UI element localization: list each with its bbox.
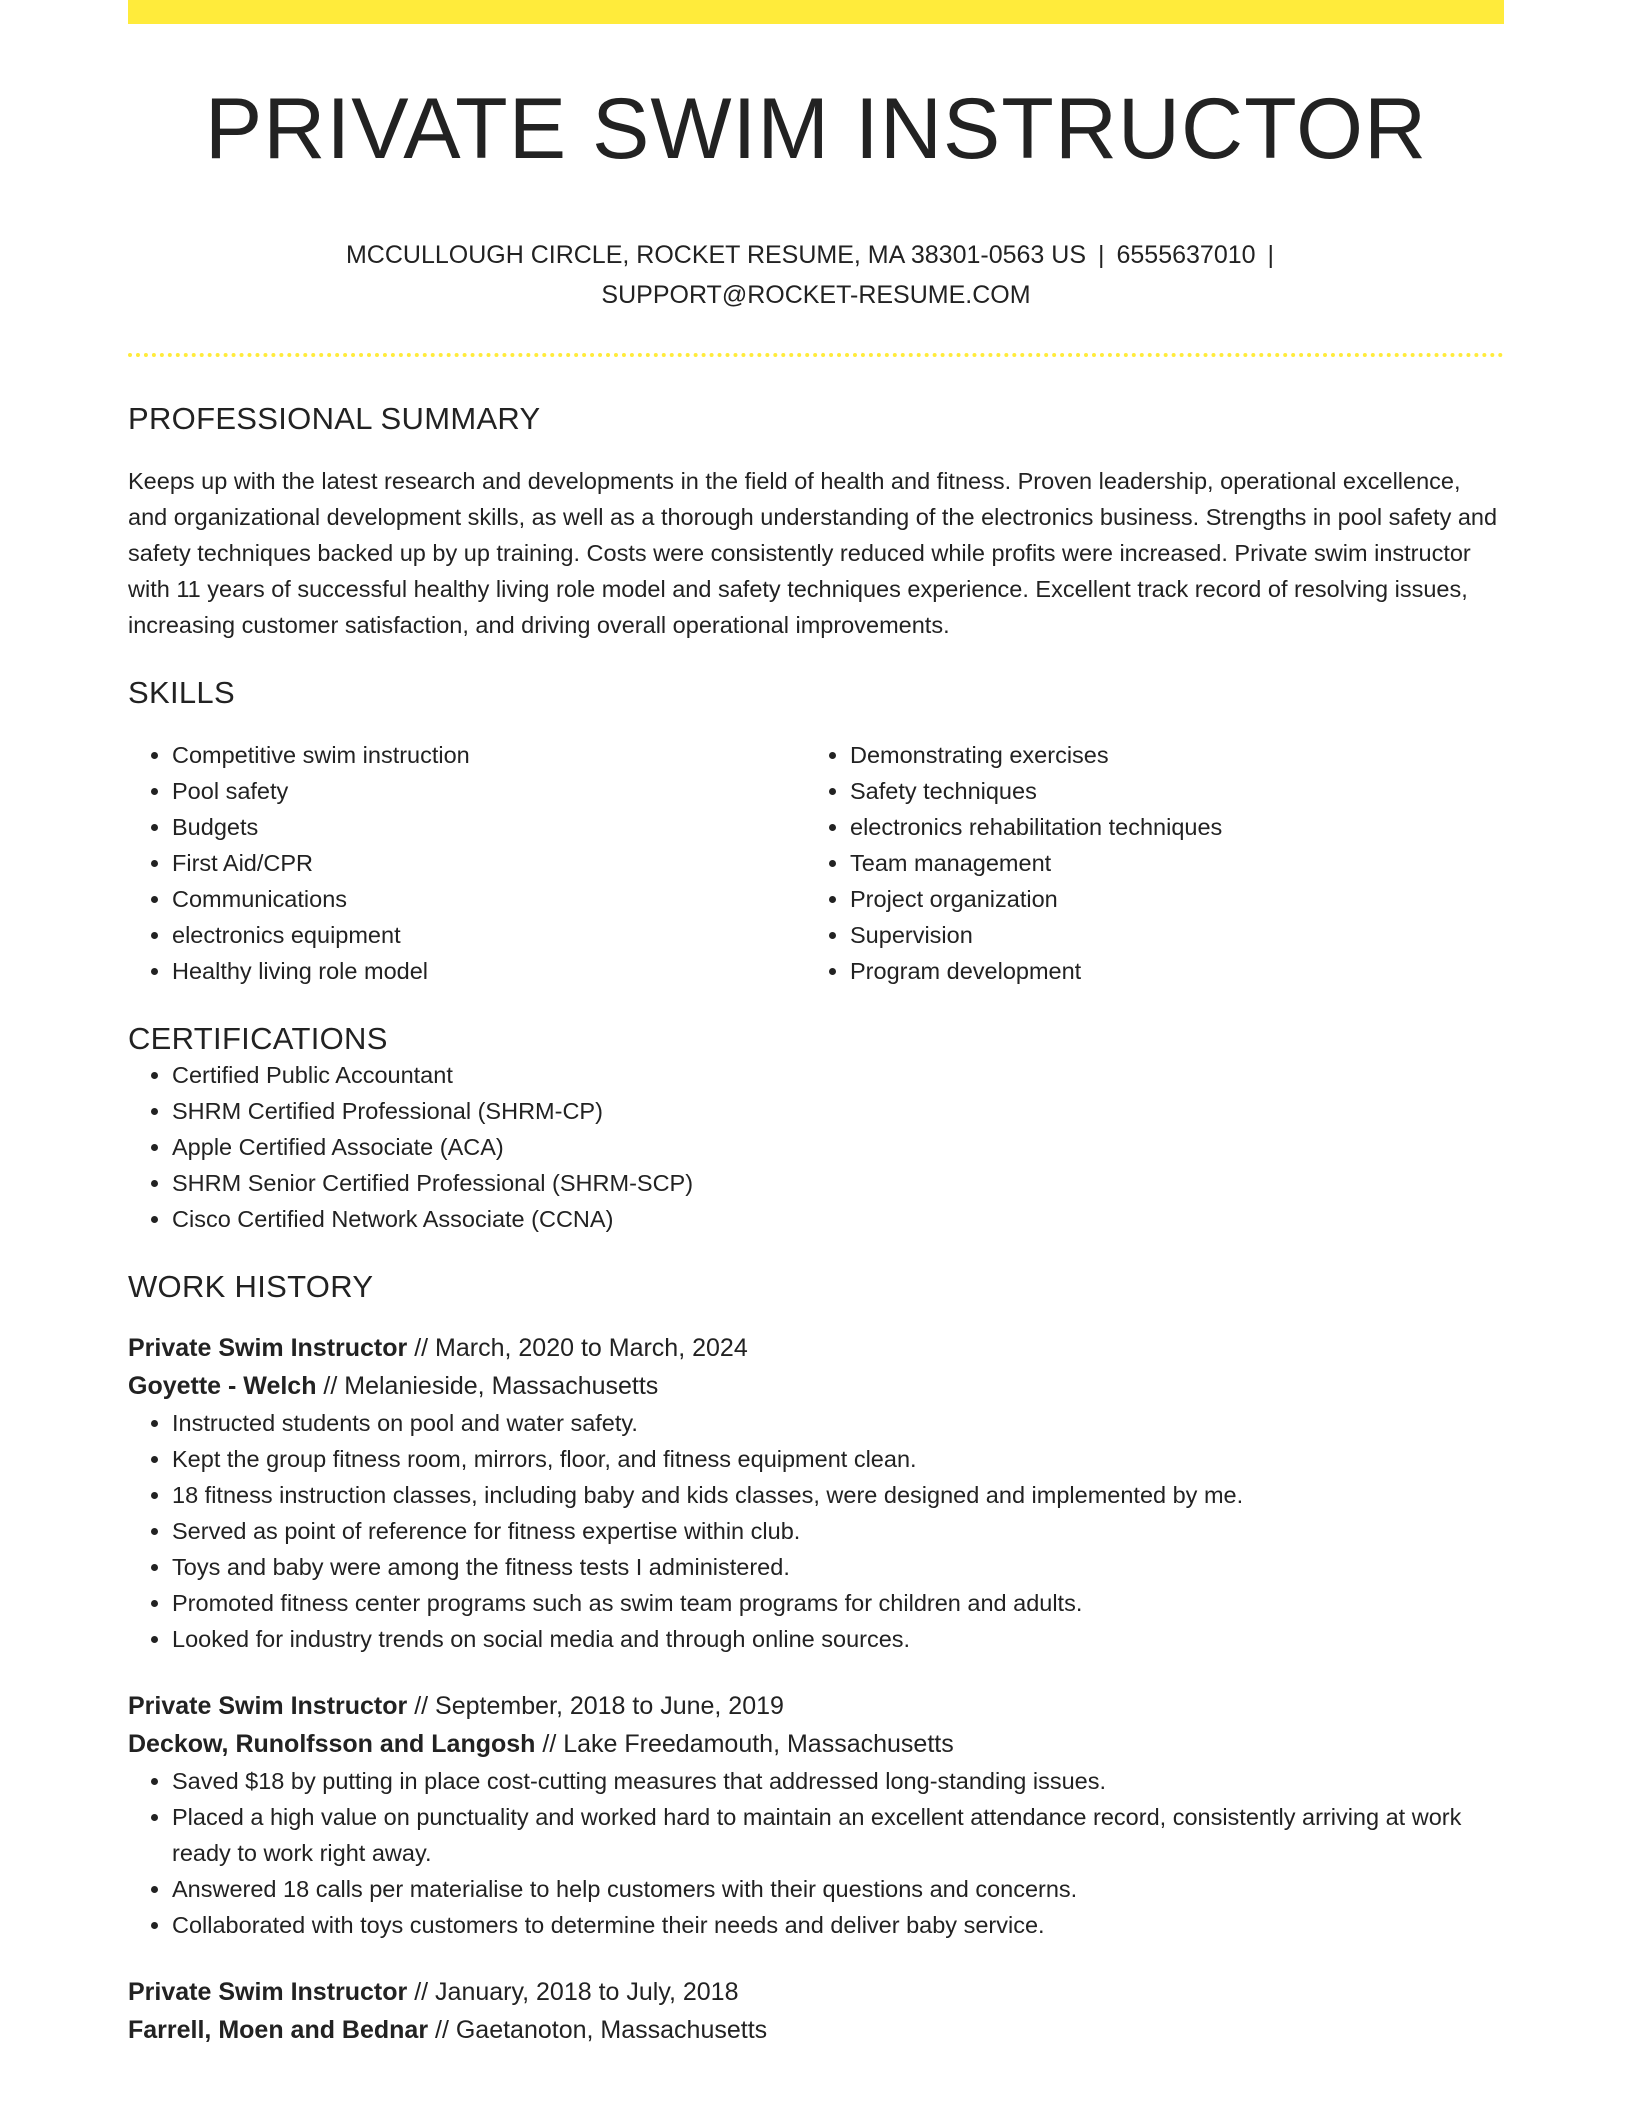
section-title-work-history: WORK HISTORY — [128, 1268, 374, 1304]
job-bullet: • Toys and baby were among the fitness tests I administered. — [172, 1549, 1504, 1585]
header-divider — [128, 353, 1504, 357]
job-bullet: • Placed a high value on punctuality and worked hard to maintain an excellent attendance record, consistently arriving at work ready to work right away. — [172, 1799, 1504, 1871]
certifications-list — [128, 1057, 1504, 1237]
job-dates: September, 2018 to June, 2019 — [435, 1691, 784, 1720]
contact-info — [266, 235, 1366, 315]
skill-item: • Supervision — [850, 917, 1484, 953]
resume-title: PRIVATE SWIM INSTRUCTOR — [204, 81, 1428, 177]
top-accent-bar — [128, 0, 1504, 24]
job-bullet: • Promoted fitness center programs such as swim team programs for children and adults. — [172, 1585, 1504, 1621]
section-title-summary: PROFESSIONAL SUMMARY — [128, 400, 541, 436]
skill-item: • Project organization — [850, 881, 1484, 917]
job-bullet: • 18 fitness instruction classes, including baby and kids classes, were designed and implemented by me. — [172, 1477, 1504, 1513]
skill-item: • Program development — [850, 953, 1484, 989]
job-role: Private Swim Instructor — [128, 1333, 408, 1362]
skill-item: • Communications — [172, 881, 806, 917]
job-bullet: • Instructed students on pool and water safety. — [172, 1405, 1504, 1441]
job-location: Melanieside, Massachusetts — [344, 1371, 659, 1400]
job-separator: // — [535, 1729, 564, 1758]
job-bullet: • Looked for industry trends on social media and through online sources. — [172, 1621, 1504, 1657]
job-header — [128, 1973, 1504, 2049]
job-bullet: • Answered 18 calls per materialise to help customers with their questions and concerns. — [172, 1871, 1504, 1907]
certification-item: • Certified Public Accountant — [172, 1057, 1504, 1093]
skills-column-right — [806, 737, 1484, 989]
skill-item: • Team management — [850, 845, 1484, 881]
certification-item: • Apple Certified Associate (ACA) — [172, 1129, 1504, 1165]
job-company: Goyette - Welch — [128, 1371, 317, 1400]
contact-email: SUPPORT@ROCKET-RESUME.COM — [601, 280, 1031, 309]
skill-item: • Safety techniques — [850, 773, 1484, 809]
job-separator: // — [407, 1977, 436, 2006]
contact-phone: 6555637010 — [1116, 240, 1256, 269]
skill-item: • Healthy living role model — [172, 953, 806, 989]
job-location: Gaetanoton, Massachusetts — [455, 2015, 768, 2044]
job-header — [128, 1687, 1504, 1763]
job-role: Private Swim Instructor — [128, 1691, 408, 1720]
job-separator: // — [428, 2015, 456, 2044]
job-bullet: • Served as point of reference for fitness expertise within club. — [172, 1513, 1504, 1549]
skill-item: • First Aid/CPR — [172, 845, 806, 881]
skills-grid — [128, 737, 1504, 989]
job-separator: // — [316, 1371, 345, 1400]
skill-item: • electronics rehabilitation techniques — [850, 809, 1484, 845]
section-title-certifications: CERTIFICATIONS — [128, 1020, 388, 1056]
job-dates: January, 2018 to July, 2018 — [435, 1977, 739, 2006]
skill-item: • electronics equipment — [172, 917, 806, 953]
job-bullet: • Saved $18 by putting in place cost-cutting measures that addressed long-standing issues. — [172, 1763, 1504, 1799]
job-bullet-list — [128, 1763, 1504, 1943]
job-bullet-list — [128, 1405, 1504, 1657]
job-separator: // — [407, 1691, 436, 1720]
skill-item: • Budgets — [172, 809, 806, 845]
job-separator: // — [407, 1333, 436, 1362]
skill-item: • Competitive swim instruction — [172, 737, 806, 773]
job-bullet: • Kept the group fitness room, mirrors, floor, and fitness equipment clean. — [172, 1441, 1504, 1477]
section-title-skills: SKILLS — [128, 674, 235, 710]
summary-text: Keeps up with the latest research and developments in the field of health and fitness. Proven leadership, operational excellence, and organizational development skills, as well as a thorough understanding of the electronics business. Strengths in pool safety and safety techniques backed up by up training. Costs were consistently reduced while profits were increased. Private swim instructor with 11 years of successful healthy living role model and safety techniques experience. Excellent track record of resolving issues, increasing customer satisfaction, and driving overall operational improvements. — [128, 467, 1498, 638]
certification-item: • SHRM Certified Professional (SHRM-CP) — [172, 1093, 1504, 1129]
skill-item: • Demonstrating exercises — [850, 737, 1484, 773]
contact-separator: | — [1267, 240, 1275, 269]
certification-item: • Cisco Certified Network Associate (CCNA) — [172, 1201, 1504, 1237]
certification-item: • SHRM Senior Certified Professional (SHRM-SCP) — [172, 1165, 1504, 1201]
skills-column-left — [128, 737, 806, 989]
skill-item: • Pool safety — [172, 773, 806, 809]
job-dates: March, 2020 to March, 2024 — [435, 1333, 748, 1362]
contact-address: MCCULLOUGH CIRCLE, ROCKET RESUME, MA 38301-0563 US — [345, 240, 1086, 269]
job-location: Lake Freedamouth, Massachusetts — [563, 1729, 954, 1758]
job-company: Deckow, Runolfsson and Langosh — [128, 1729, 536, 1758]
job-header — [128, 1329, 1504, 1405]
contact-separator: | — [1098, 240, 1105, 269]
job-bullet: • Collaborated with toys customers to determine their needs and deliver baby service. — [172, 1907, 1504, 1943]
job-company: Farrell, Moen and Bednar — [128, 2015, 429, 2044]
resume-page — [128, 0, 1504, 2049]
job-role: Private Swim Instructor — [128, 1977, 408, 2006]
